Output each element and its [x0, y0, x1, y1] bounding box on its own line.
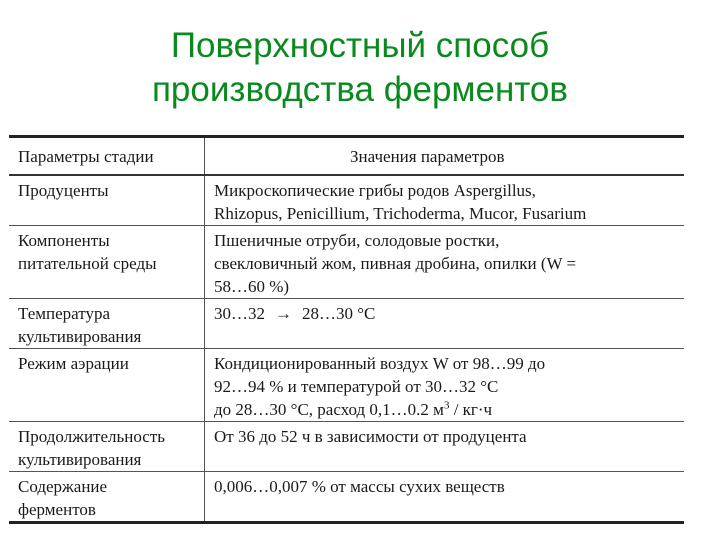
cell-line: Кондиционированный воздух W от 98…99 до [214, 354, 546, 373]
temp-to: 28…30 °С [302, 304, 376, 323]
cell-line: Продолжительность [18, 427, 165, 446]
parameters-table [9, 135, 684, 524]
row-parameter [9, 175, 205, 226]
slide-title-line-2: производства ферментов [151, 70, 568, 109]
cell-line: питательной среды [18, 254, 157, 273]
row-value [205, 349, 685, 422]
cell-line: культивирования [18, 327, 142, 346]
table-row [9, 226, 684, 299]
cell-line: От 36 до 52 ч в зависимости от продуцента [214, 427, 527, 446]
row-parameter [9, 349, 205, 422]
cell-line [214, 398, 678, 421]
cell-line: свекловичный жом, пивная дробина, опилки (W = [214, 254, 577, 273]
row-parameter [9, 226, 205, 299]
row-value [205, 175, 685, 226]
table-row [9, 299, 684, 349]
cell-line: 0,006…0,007 % от массы сухих веществ [214, 477, 505, 496]
row-value [205, 226, 685, 299]
table-row [9, 422, 684, 472]
slide-title [0, 24, 720, 112]
cell-line: Режим аэрации [18, 354, 129, 373]
cell-line: Пшеничные отруби, солодовые ростки, [214, 231, 500, 250]
cell-line: 58…60 %) [214, 277, 290, 296]
table-row [9, 472, 684, 523]
table-row [9, 175, 684, 226]
row-value [205, 299, 685, 349]
row-parameter [9, 472, 205, 523]
aeration-prefix: до 28…30 °С, расход 0,1…0.2 м [214, 400, 444, 419]
row-value [205, 422, 685, 472]
slide-title-line-1: Поверхностный способ [170, 26, 550, 65]
row-parameter [9, 422, 205, 472]
cell-line: Содержание [18, 477, 108, 496]
aeration-suffix: / кг·ч [449, 400, 493, 419]
unit-superscript: 3 [443, 399, 450, 412]
cell-line: 92…94 % и температурой от 30…32 °С [214, 377, 499, 396]
row-value [205, 472, 685, 523]
arrow-right-icon: → [275, 304, 292, 323]
table-row [9, 349, 684, 422]
header-value: Значения параметров [205, 137, 685, 176]
cell-line [214, 302, 678, 325]
row-parameter [9, 299, 205, 349]
cell-line: ферментов [18, 500, 96, 519]
cell-line: Температура [18, 304, 111, 323]
cell-line: культивирования [18, 450, 142, 469]
table-header-row [9, 137, 684, 176]
cell-line: Микроскопические грибы родов Aspergillus, [214, 181, 536, 200]
temp-from: 30…32 [214, 304, 265, 323]
cell-line: Продуценты [18, 181, 109, 200]
cell-line: Rhizopus, Penicillium, Trichoderma, Mucor, Fusarium [214, 204, 587, 223]
cell-line: Компоненты [18, 231, 110, 250]
header-parameter: Параметры стадии [9, 137, 205, 176]
